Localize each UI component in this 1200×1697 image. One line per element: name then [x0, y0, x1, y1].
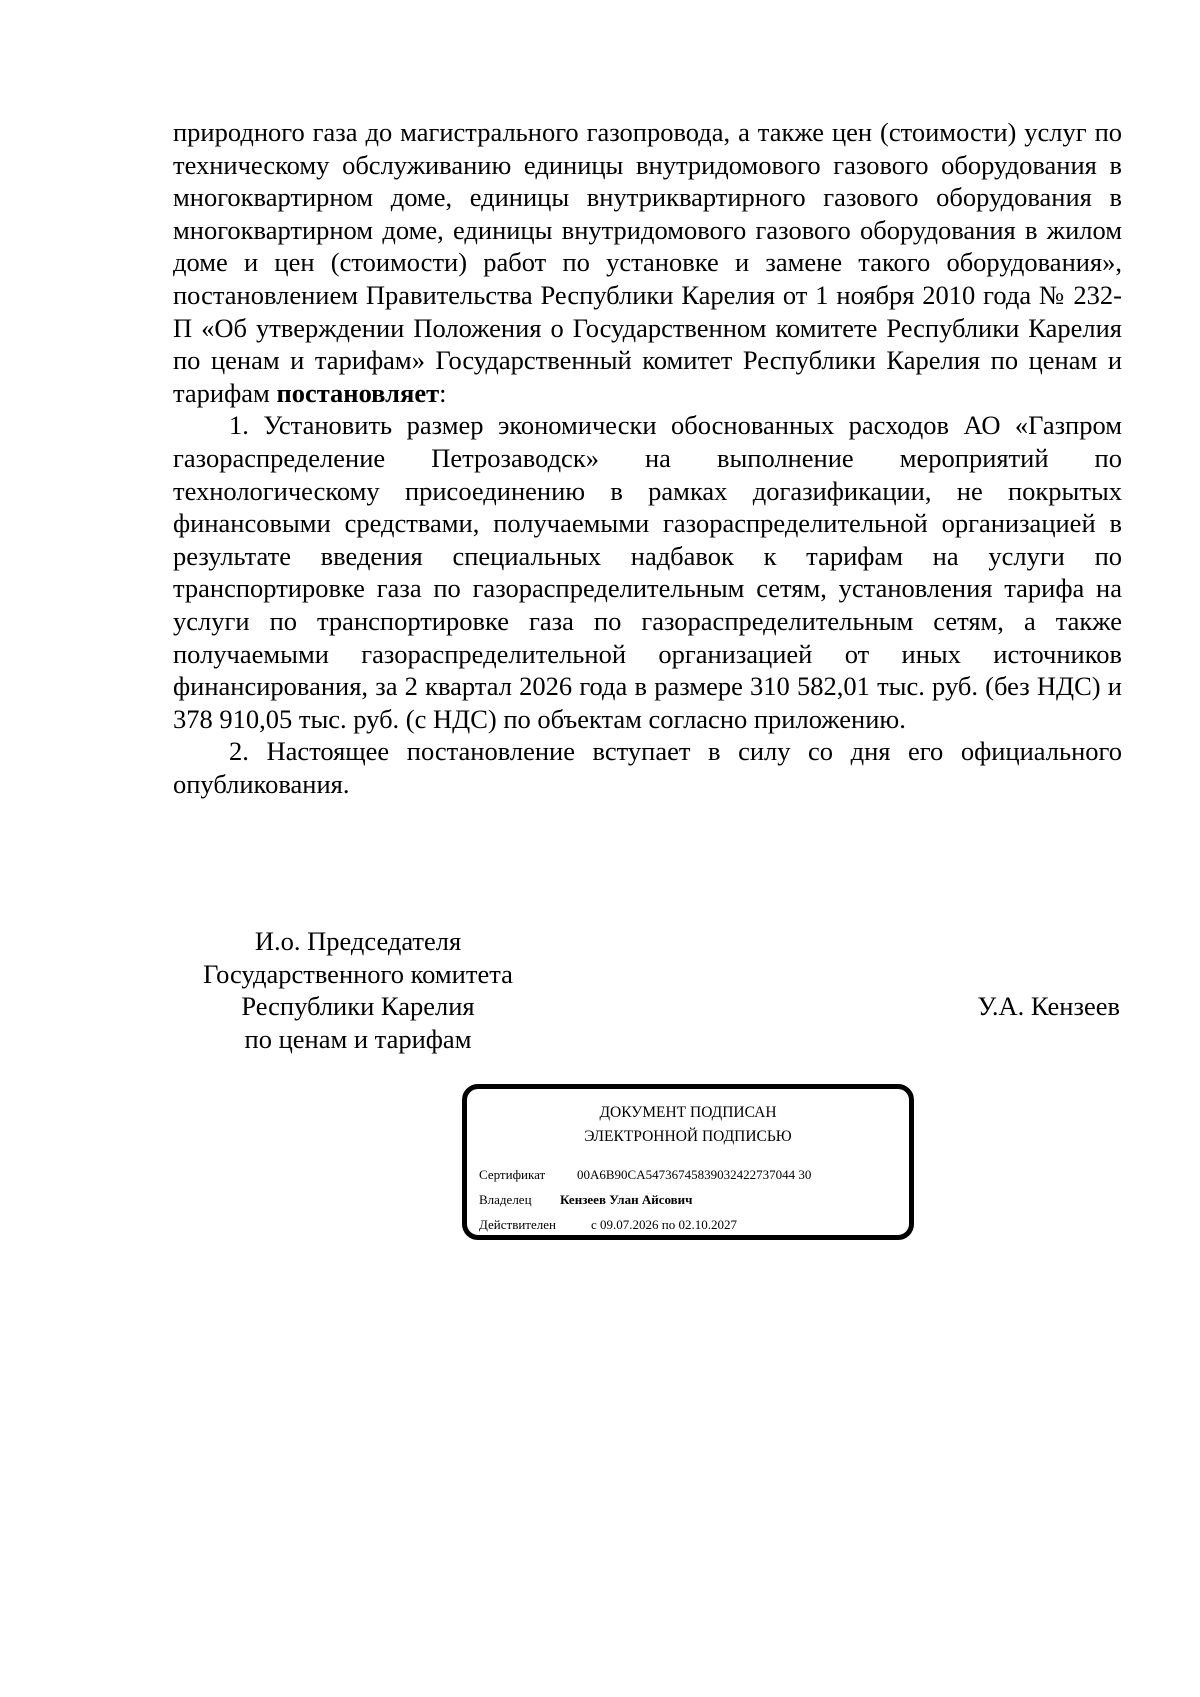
signatory-title-line-3: Республики Карелия: [241, 991, 475, 1022]
certificate-value: 00A6B90CA54736745839032422737044 30: [577, 1167, 812, 1182]
paragraph-preamble: [173, 116, 1122, 409]
signatory-name: У.А. Кензеев: [977, 991, 1120, 1021]
validity-label: Действителен: [479, 1217, 556, 1232]
preamble-colon: :: [439, 377, 447, 408]
paragraph-item-2: 2. Настоящее постановление вступает в силу со дня его официального опубликования.: [173, 736, 1122, 799]
paragraph-item-1: 1. Установить размер экономически обоснованных расходов АО «Газпром газораспределение Петрозаводск» на выполнение мероприятий по технологическому присоединению в рамках догазификации, не покрытых финансовыми средствами, получаемыми газораспределительной организацией в результате введения специальных надбавок к тарифам на услуги по транспортировке газа по газораспределительным сетям, установления тарифа на услуги по транспортировке газа по газораспределительным сетям, а также получаемыми газораспределительной организацией от иных источников финансирования, за 2 квартал 2026 года в размере 310 582,01 тыс. руб. (без НДС) и 378 910,05 тыс. руб. (с НДС) по объектам согласно приложению.: [173, 410, 1122, 734]
preamble-text: природного газа до магистрального газопровода, а также цен (стоимости) услуг по техническому обслуживанию единицы внутридомового газового оборудования в многоквартирном доме, единицы внутриквартирного газового оборудования в многоквартирном доме, единицы внутридомового газового оборудования в жилом доме и цен (стоимости) работ по установке и замене такого оборудования», постановлением Правительства Республики Карелия от 1 ноября 2010 года № 232-П «Об утверждении Положения о Государственном комитете Республики Карелия по ценам и тарифам» Государственный комитет Республики Карелия по ценам и тарифам: [173, 117, 1122, 408]
signatory-title-line-1: И.о. Председателя: [254, 926, 462, 956]
stamp-owner-row: [479, 1192, 693, 1208]
signatory-title-line-2: Государственного комитета: [203, 958, 513, 989]
electronic-signature-stamp: [462, 1084, 914, 1240]
stamp-title-line-1: ДОКУМЕНТ ПОДПИСАН: [599, 1104, 777, 1121]
resolves-word: постановляет: [276, 377, 440, 408]
stamp-title-line-2: ЭЛЕКТРОННОЙ ПОДПИСЬЮ: [584, 1128, 792, 1145]
stamp-title: [467, 1101, 909, 1149]
signatory-title: [173, 925, 543, 1055]
owner-label: Владелец: [479, 1192, 532, 1207]
certificate-label: Сертификат: [479, 1167, 546, 1182]
signatory-title-line-4: по ценам и тарифам: [244, 1023, 472, 1054]
owner-value: Кензеев Улан Айсович: [560, 1192, 693, 1207]
stamp-validity-row: [479, 1217, 737, 1233]
stamp-certificate-row: [479, 1167, 811, 1183]
document-body: [173, 116, 1122, 800]
validity-value: с 09.07.2026 по 02.10.2027: [591, 1217, 737, 1232]
